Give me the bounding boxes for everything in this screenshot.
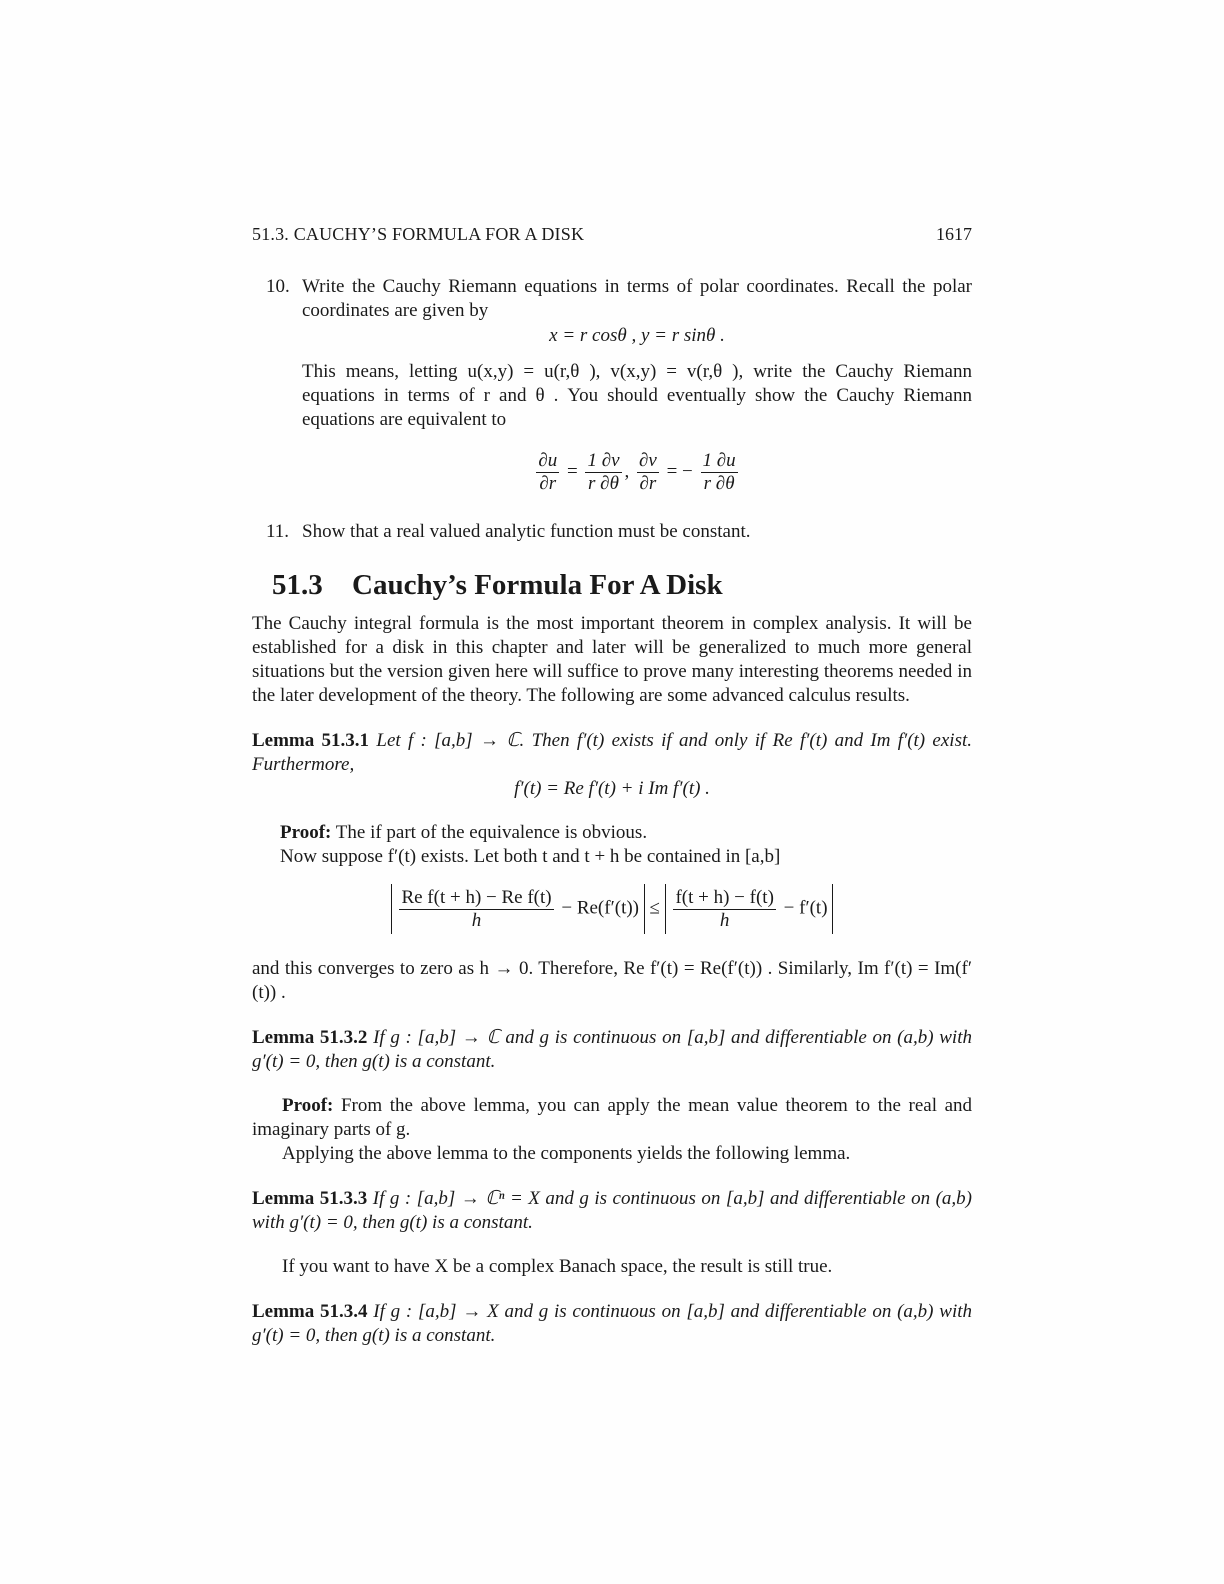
proof-text-2: Now suppose f′(t) exists. Let both t and t + h be contained in [a,b] (280, 846, 781, 867)
fraction: $\frac{\text{Re f(t + h) − Re f(t)}}{h}$ (401, 886, 552, 931)
difference-quotient-inequality: $\frac{\text{Re f(t + h) − Re f(t)}}{h}$ − Re(f′(t)) ≤ $\frac{f(t + h) - f(t)}{h}$ − f′(t) (252, 884, 972, 934)
exercise-text: Write the Cauchy Riemann equations in terms of polar coordinates. Recall the polar coordinates are given by (302, 276, 972, 321)
lemma-51-3-1 (252, 729, 972, 777)
fraction: $\frac{1 \partial u}{r \partial\theta}$ (702, 450, 736, 494)
lemma-51-3-2 (252, 1026, 972, 1074)
exercise-number: 10. (266, 276, 290, 297)
proof-text: From the above lemma, you can apply the mean value theorem to the real and imaginary parts of g. (252, 1095, 973, 1140)
lemma-equation: f′(t) = Re f′(t) + i Im f′(t) . (514, 778, 710, 799)
lemma-statement: Let f : [a,b] → ℂ. Then f′(t) exists if and only if Re f′(t) and Im f′(t) exist. Furthermore, (252, 730, 972, 775)
lemma-statement: If g : [a,b] → X and g is continuous on [a,b] and differentiable on (a,b) with g′(t) = 0, then g(t) is a constant. (252, 1301, 973, 1346)
proof-label: Proof: (282, 1095, 334, 1116)
section-title: Cauchy’s Formula For A Disk (352, 569, 723, 601)
section-number: 51.3 (272, 569, 323, 601)
proof-label: Proof: (280, 822, 332, 843)
running-section-title: 51.3. CAUCHY’S FORMULA FOR A DISK (252, 224, 585, 244)
section-heading (272, 568, 723, 602)
exercise-11 (252, 520, 972, 544)
lemma-51-3-3 (252, 1187, 972, 1235)
exercise-10 (252, 275, 972, 432)
cauchy-riemann-polar-equations: $\frac{\partial u}{\partial r}$ = $\frac{1 \partial v}{r \partial\theta}$ , $\frac{\partial v}{\partial r}$ = − $\frac{1 \partial u}{r \partial\theta}$ (538, 450, 736, 494)
fraction: $\frac{f(t + h) - f(t)}{h}$ (675, 886, 774, 931)
page-number: 1617 (936, 224, 972, 244)
lemma-statement: If g : [a,b] → ℂ and g is continuous on [a,b] and differentiable on (a,b) with g′(t) = 0, then g(t) is a constant. (252, 1027, 972, 1072)
paragraph: If you want to have X be a complex Banach space, the result is still true. (282, 1256, 833, 1277)
polar-equation: x = r cosθ , y = r sinθ . (549, 325, 725, 346)
lemma-statement: If g : [a,b] → ℂⁿ = X and g is continuous on [a,b] and differentiable on (a,b) with g′(t) = 0, then g(t) is a constant. (252, 1188, 973, 1233)
exercise-number: 11. (266, 521, 290, 542)
lemma-label: Lemma 51.3.3 (252, 1188, 368, 1209)
lemma-label: Lemma 51.3.1 (252, 730, 370, 751)
proof-lemma-51-3-1 (280, 821, 972, 869)
proof-conclusion: and this converges to zero as h → 0. Therefore, Re f′(t) = Re(f′(t)) . Similarly, Im f′(t) = Im(f′(t)) . (252, 958, 972, 1003)
proof-text: The if part of the equivalence is obvious. (335, 822, 648, 843)
fraction: $\frac{1 \partial v}{r \partial\theta}$ (587, 450, 620, 494)
exercise-text: Show that a real valued analytic function must be constant. (302, 521, 751, 542)
lemma-label: Lemma 51.3.4 (252, 1301, 368, 1322)
exercise-text-2: This means, letting u(x,y) = u(r,θ ), v(x,y) = v(r,θ ), write the Cauchy Riemann equations in terms of r and θ . You should eventually show the Cauchy Riemann equations are equivalent to (302, 361, 972, 430)
fraction: $\frac{\partial v}{\partial r}$ (639, 450, 657, 494)
lemma-label: Lemma 51.3.2 (252, 1027, 368, 1048)
proof-lemma-51-3-2 (252, 1094, 972, 1166)
section-intro: The Cauchy integral formula is the most important theorem in complex analysis. It will be established for a disk in this chapter and later will be generalized to much more general situations but the version given here will suffice to prove many interesting theorems needed in the later development of the theory. The following are some advanced calculus results. (252, 613, 972, 706)
fraction: $\frac{\partial u}{\partial r}$ (538, 450, 558, 494)
lemma-51-3-4 (252, 1300, 972, 1348)
paragraph: Applying the above lemma to the components yields the following lemma. (282, 1143, 851, 1164)
